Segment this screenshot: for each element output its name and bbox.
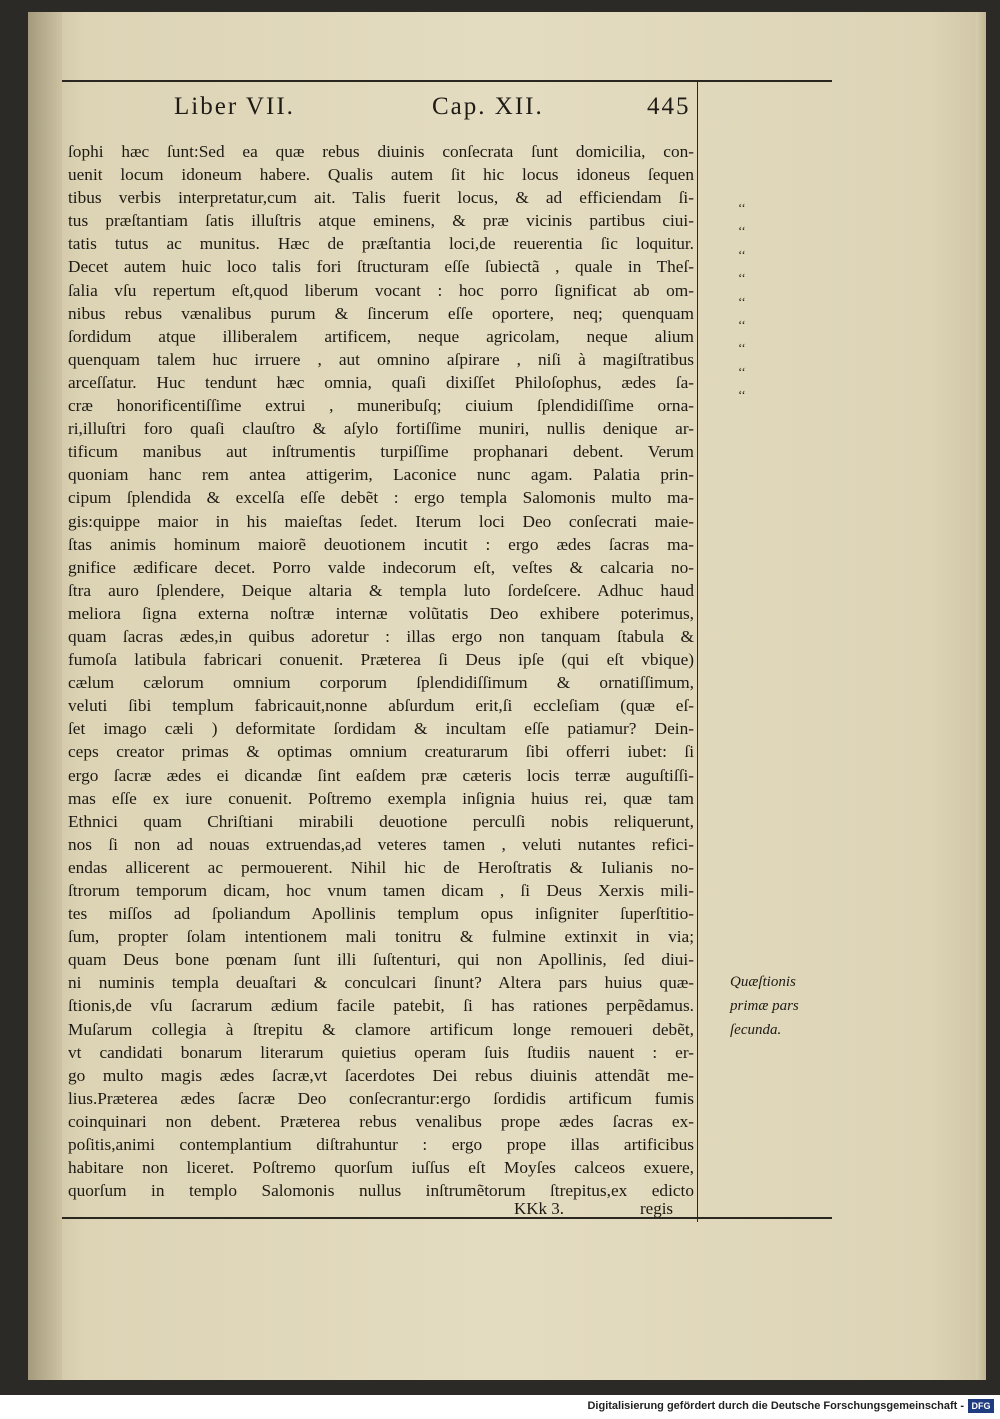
catchword: regis xyxy=(640,1199,674,1218)
header-rule xyxy=(62,80,832,82)
text-line: vt candidati bonarum literarum quietius operam ſuis ſtudiis nauent : er- xyxy=(68,1042,694,1062)
text-line: ceps creator primas & optimas omnium creaturarum ſibi offerri iubet: ſi xyxy=(68,742,694,762)
page-number: 445 xyxy=(647,93,691,120)
quotation-mark: ‘‘ xyxy=(738,316,746,332)
text-line: nibus rebus vænalibus purum & ſincerum eſſe oportere, neq; quenquam xyxy=(68,303,694,323)
text-line: cælum cælorum omnium corporum ſplendidiſſimum & ornatiſſimum, xyxy=(68,673,694,693)
text-line: ſum, propter ſolam intentionem mali tonitru & fulmine extinxit in via; xyxy=(68,927,694,947)
signature-mark: KKk 3. xyxy=(514,1199,565,1218)
text-line: uenit locum idoneum habere. Qualis autem ſit hic locus idoneus ſequen xyxy=(68,165,694,185)
text-line: tes miſſos ad ſpoliandum Apollinis templum opus inſigniter ſuperſtitio- xyxy=(68,904,694,924)
quotation-mark: ‘‘ xyxy=(738,363,746,379)
page-edge xyxy=(976,12,986,1380)
quotation-mark: ‘‘ xyxy=(738,270,746,286)
text-line: ſet imago cæli ) deformitate ſordidam & incultam eſſe patiamur? Dein- xyxy=(68,719,694,739)
text-line: ri,illuſtri foro quaſi clauſtro & aſylo fortiſſime muniri, nullis denique ar- xyxy=(68,419,694,439)
signature-line xyxy=(68,1199,694,1223)
running-head-book: Liber VII. xyxy=(174,93,295,120)
text-line: Decet autem huic loco talis fori ſtructuram eſſe ſubiectã , quale in Theſ- xyxy=(68,257,694,277)
marginal-note xyxy=(730,970,840,1042)
quotation-mark: ‘‘ xyxy=(738,340,746,356)
text-line: cipum ſplendida & excelſa eſſe debẽt : ergo templa Salomonis multo ma- xyxy=(68,488,694,508)
margin-rule xyxy=(697,82,698,1222)
digitization-footer xyxy=(0,1395,1000,1419)
marginal-note-line: ſecunda. xyxy=(730,1022,782,1038)
text-line: poſitis,animi contemplantium diſtrahuntur : ergo prope illas artificibus xyxy=(68,1135,694,1155)
text-line: arceſſatur. Huc tendunt hæc omnia, quaſi dixiſſet Philoſophus, ædes ſa- xyxy=(68,372,694,392)
text-line: coinquinari non debent. Præterea rebus venalibus prope ædes ſacras ex- xyxy=(68,1111,694,1131)
quotation-mark: ‘‘ xyxy=(738,223,746,239)
text-line: cræ honorificentiſſime extrui , muneribuſq; ciuium ſplendidiſſime orna- xyxy=(68,396,694,416)
text-line: quoniam hanc rem antea attigerim, Laconice nunc agam. Palatia prin- xyxy=(68,465,694,485)
text-line: tus præſtantiam ſatis illuſtris atque eminens, & præ vicinis partibus ciui- xyxy=(68,211,694,231)
text-line: nos ſi non ad nouas extruendas,ad veteres tamen , veluti nutantes refici- xyxy=(68,834,694,854)
text-line: gnifice ædificare decet. Porro valde indecorum eſt, veſtes & calcaria no- xyxy=(68,557,694,577)
dfg-logo-icon: DFG xyxy=(968,1399,994,1413)
running-head-chapter: Cap. XII. xyxy=(432,93,544,120)
text-line: quenquam talem huc irruere , aut omnino aſpirare , niſi à magiſtratibus xyxy=(68,349,694,369)
text-line: quam Deus bone pœnam ſunt illi ſuſtenturi, qui non Apollinis, ſed diui- xyxy=(68,950,694,970)
quotation-marks-column xyxy=(738,196,758,407)
quotation-mark: ‘‘ xyxy=(738,387,746,403)
text-line: quorſum in templo Salomonis nullus inſtrumẽtorum ſtrepitus,ex edicto xyxy=(68,1181,694,1201)
text-line: tatis tutus ac munitus. Hæc de præſtantia loci,de reuerentia ſic loquitur. xyxy=(68,234,694,254)
quotation-mark: ‘‘ xyxy=(738,246,746,262)
text-line: tificum manibus aut inſtrumentis turpiſſime prophanari debent. Verum xyxy=(68,442,694,462)
marginal-note-line: primæ pars xyxy=(730,998,799,1014)
text-line: tibus verbis interpretatur,cum ait. Talis fuerit locus, & ad efficiendam ſi- xyxy=(68,188,694,208)
text-line: Muſarum collegia à ſtrepitu & clamore artificum longe remoueri debẽt, xyxy=(68,1019,694,1039)
page-binding-shadow xyxy=(28,12,62,1380)
text-line: ſordidum atque illiberalem artificem, neque agricolam, neque alium xyxy=(68,326,694,346)
text-line: quam ſacras ædes,in quibus adoretur : illas ergo non tanquam ſtabula & xyxy=(68,626,694,646)
quotation-mark: ‘‘ xyxy=(738,200,746,215)
funding-credit: Digitalisierung gefördert durch die Deutsche Forschungsgemeinschaft - xyxy=(587,1400,964,1412)
text-line: ſtra auro ſplendere, Deique altaria & templa luto ſordeſcere. Adhuc haud xyxy=(68,580,694,600)
text-line: ſtionis,de vſu ſacrarum ædium facile patebit, ſi has rationes perpẽdamus. xyxy=(68,996,694,1016)
running-head xyxy=(174,93,704,127)
text-line: Ethnici quam Chriſtiani mirabili deuotione perculſi nobis reliquerunt, xyxy=(68,811,694,831)
body-text xyxy=(68,140,694,1202)
text-line: fumoſa latibula fabricari conuenit. Præterea ſi Deus ipſe (qui eſt vbique) xyxy=(68,650,694,670)
marginal-note-line: Quæſtionis xyxy=(730,974,796,990)
text-line: ſtas animis hominum maiorẽ deuotionem incutit : ergo ædes ſacras ma- xyxy=(68,534,694,554)
text-line: go multo magis ædes ſacræ,vt ſacerdotes Dei rebus diuinis attendãt me- xyxy=(68,1065,694,1085)
text-line: veluti ſibi templum fabricauit,nonne abſurdum erit,ſi eccleſiam (quæ eſ- xyxy=(68,696,694,716)
text-line: gis:quippe maior in his maieſtas ſedet. Iterum loci Deo conſecrati maie- xyxy=(68,511,694,531)
text-line: ſalia vſu repertum eſt,quod liberum vocant : hoc porro ſignificat ab om- xyxy=(68,280,694,300)
text-line: ni numinis templa deuaſtari & conculcari ſinunt? Altera pars huius quæ- xyxy=(68,973,694,993)
text-line: lius.Præterea ædes ſacræ Deo conſecrantur:ergo ſordidis artificum fumis xyxy=(68,1088,694,1108)
text-line: endas allicerent ac permouerent. Nihil hic de Heroſtratis & Iulianis no- xyxy=(68,857,694,877)
text-line: mas eſſe ex iure conuenit. Poſtremo exempla inſignia huius rei, quæ tam xyxy=(68,788,694,808)
text-line: ſophi hæc ſunt:Sed ea quæ rebus diuinis conſecrata ſunt domicilia, con- xyxy=(68,142,694,161)
text-line: habitare non liceret. Poſtremo quorſum iuſſus eſt Moyſes calceos exuere, xyxy=(68,1158,694,1178)
text-line: meliora ſigna externa noſtræ internæ volũtatis Deo exhibere poterimus, xyxy=(68,603,694,623)
quotation-mark: ‘‘ xyxy=(738,293,746,309)
text-line: ſtrorum temporum dicam, hoc vnum tamen dicam , ſi Deus Xerxis mili- xyxy=(68,881,694,900)
text-line: ergo ſacræ ædes ei dicandæ ſint eaſdem præ cæteris locis terræ auguſtiſſi- xyxy=(68,765,694,785)
